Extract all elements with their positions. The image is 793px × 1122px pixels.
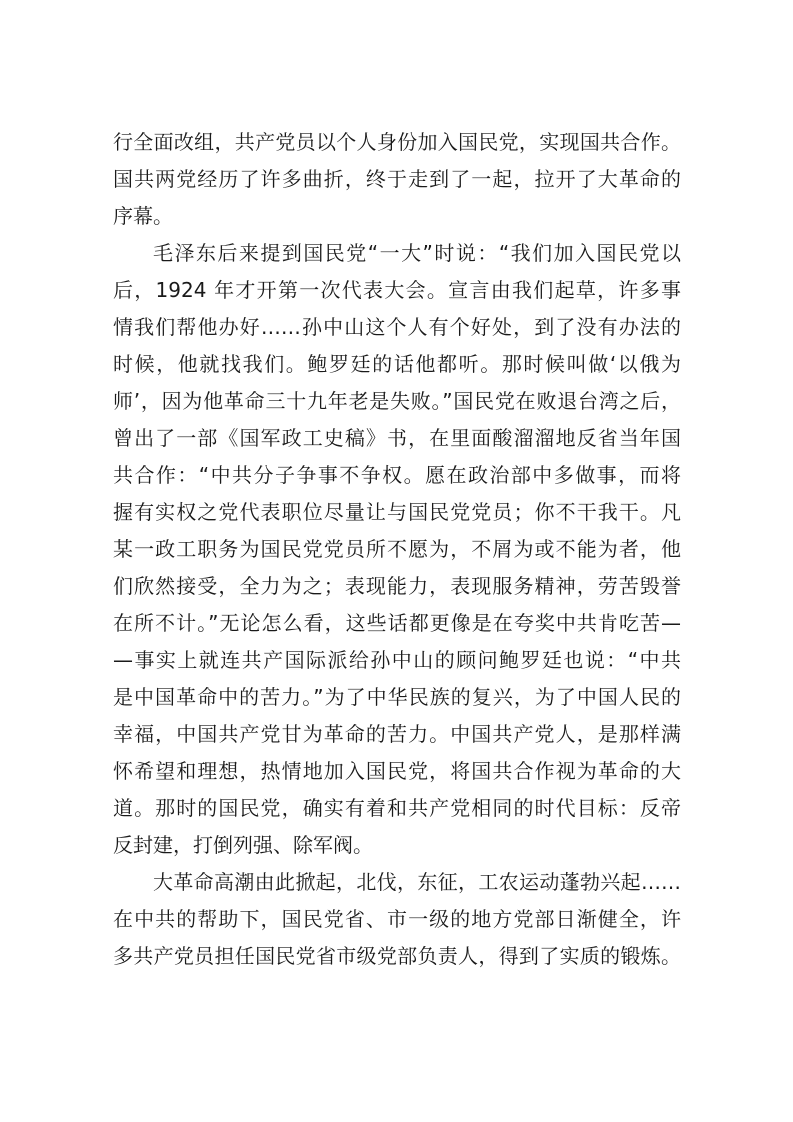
text-line: 在所不计。”无论怎么看，这些话都更像是在夸奖中共肯吃苦— [113, 611, 681, 635]
text-line: 多共产党员担任国民党省市级党部负责人，得到了实质的锻炼。 [113, 944, 681, 968]
text-line: 是中国革命中的苦力。”为了中华民族的复兴，为了中国人民的 [113, 685, 681, 709]
text-line: 行全面改组，共产党员以个人身份加入国民党，实现国共合作。 [113, 130, 681, 154]
text-line: 序幕。 [113, 204, 173, 228]
text-line: 某一政工职务为国民党党员所不愿为，不屑为或不能为者，他 [113, 537, 681, 561]
text-line: 师’，因为他革命三十九年老是失败。”国民党在败退台湾之后， [113, 389, 681, 413]
text-line: —事实上就连共产国际派给孙中山的顾问鲍罗廷也说：“中共 [113, 648, 681, 672]
text-line: 在中共的帮助下，国民党省、市一级的地方党部日渐健全，许 [113, 907, 681, 931]
text-line: 幸福，中国共产党甘为革命的苦力。中国共产党人，是那样满 [113, 722, 681, 746]
text-line: 怀希望和理想，热情地加入国民党，将国共合作视为革命的大 [113, 759, 681, 783]
text-line: 曾出了一部《国军政工史稿》书，在里面酸溜溜地反省当年国 [113, 426, 681, 450]
text-line: 时候，他就找我们。鲍罗廷的话他都听。那时候叫做‘以俄为 [113, 352, 681, 376]
document-page [113, 124, 681, 975]
text-line: 国共两党经历了许多曲折，终于走到了一起，拉开了大革命的 [113, 167, 681, 191]
text-line: 道。那时的国民党，确实有着和共产党相同的时代目标：反帝 [113, 796, 681, 820]
text-line: 后，1924 年才开第一次代表大会。宣言由我们起草，许多事 [113, 278, 681, 302]
text-line: 情我们帮他办好……孙中山这个人有个好处，到了没有办法的 [113, 315, 681, 339]
paragraph-start-line: 毛泽东后来提到国民党“一大”时说：“我们加入国民党以 [153, 241, 681, 265]
text-line: 反封建，打倒列强、除军阀。 [113, 833, 373, 857]
text-line: 握有实权之党代表职位尽量让与国民党党员；你不干我干。凡 [113, 500, 681, 524]
text-line: 共合作：“中共分子争事不争权。愿在政治部中多做事，而将 [113, 463, 681, 487]
text-line: 们欣然接受，全力为之；表现能力，表现服务精神，劳苦毁誉 [113, 574, 681, 598]
paragraph-start-line: 大革命高潮由此掀起，北伐，东征，工农运动蓬勃兴起…… [153, 870, 681, 894]
